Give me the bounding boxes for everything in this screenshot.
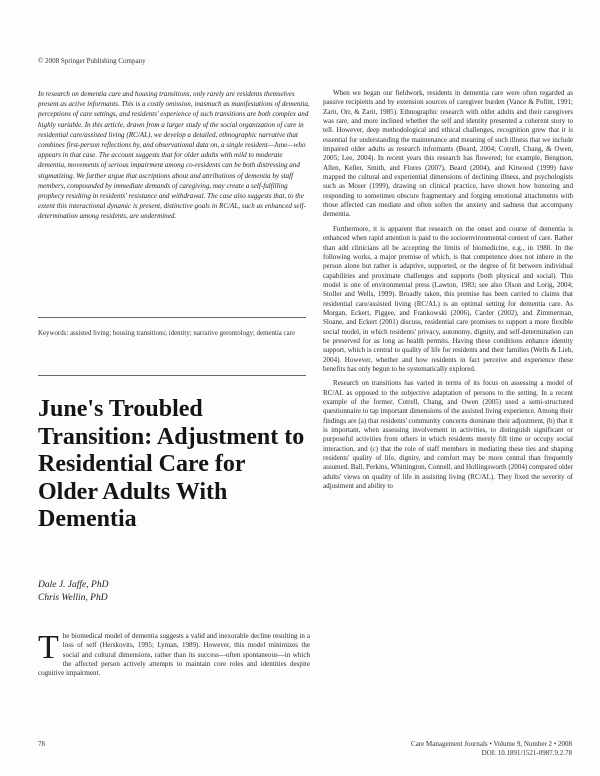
body-right-column [323, 89, 573, 496]
copyright-notice: © 2008 Springer Publishing Company [38, 57, 146, 65]
article-title: June's Troubled Transition: Adjustment to Residential Care for Older Adults With Dementia [38, 396, 305, 532]
journal-footer [411, 740, 572, 758]
body-paragraph: When we began our fieldwork, residents in dementia care were often regarded as passive recipients and by extension sources of caregiver burden (Vance & Pollitt, 1991; Zarit, Orr, & Zarit, 1985). Ethnographic research with older adults and their caregivers was rare, and more inclined whether the self and identity presented a coherent story to tell. However, deep methodological and ethical challenges, recognition grew that it is essential for understanding the maintenance and meaning of such illness that we include impaired older adults as research informants (Beard, 2004; Cotrell, Chang, & Owen, 2005; Lee, 2004). In recent years this research has flowered; for example, Bengtson, Allen, Keller, Smith, and Flores (2007), Beard (2004), and Kitwood (1999) have mapped the cultural and experiential dimensions of declining illness, and psychologists such as Moser (1999), drawing on clinical practice, have shown how honoring and responding to sometimes obscure fragmentary and forging emotional attachments with those affected can mediate and often soften the anxiety and sadness that accompany dementia. [323, 89, 573, 219]
abstract-column [38, 89, 310, 222]
keywords-divider-top [38, 317, 306, 318]
author-name: Chris Wellin, PhD [38, 592, 108, 603]
page-number: 78 [38, 740, 45, 748]
keywords-block [38, 329, 310, 339]
keywords-divider-bottom [38, 375, 306, 376]
body-left-column [38, 629, 310, 684]
journal-citation: Care Management Journals • Volume 9, Number 2 • 2008 [411, 740, 572, 748]
opening-paragraph-text: he biomedical model of dementia suggests a valid and inexorable decline resulting in a loss of self (Herskovits, 1995; Lyman, 1989). However, this model minimizes the social and cultural dimensions, rather than its success—often spontaneous—in which the affected person actively attempts to maintain core roles and identities despite cognitive impairment. [38, 632, 310, 678]
keywords-text: Keywords: assisted living; housing transitions; identity; narrative gerontology; dementia care [38, 330, 296, 337]
body-paragraph: Research on transitions has varied in terms of its focus on assessing a model of RC/AL as opposed to the subjective adaptation of persons to the setting. In a recent example of the former, Cotrell, Chang, and Owen (2005) used a semi-structured questionnaire to tap important dimensions of the assisted living experience. Among their findings are (a) that residents' community concerns dominate their adjustment, (b) that it is important, when assessing involvement in activities, to distinguish significant or purposeful activities from others in which residents merely fill time or occupy social interaction, and (c) that the role of staff members in mediating these ties and shaping residents' quality of life, dignity, and comfort may be more central than frequently assumed. Ball, Perkins, Whittington, Connell, and Hollingsworth (2004) compared older adults' views on quality of life in assisting living (RC/AL). They fixed the severity of adjustment and ability to [323, 379, 573, 491]
body-paragraph: Furthermore, it is apparent that research on the onset and course of dementia is enhanced when rapid attention is paid to the socioenvironmental context of care. Rather than add clinicians all be accepting the limits of biomedicine, e.g., in 1980. In the following works, a major premise of which, is that competence does not inhere in the person alone but rather is adaptive, supported, or the degree of fit between individual capabilities and proximate challenges and supports (both physical and social). This model is one of environmental press (Lawton, 1983; see also Olson and Lorig, 2004; Stoller and Wells, 1999). Broadly taken, this premise has been carried to claims that residential care/assisted living (RC/AL) is an optimal setting for dementia care. As Morgan, Eckert, Piggee, and Frankowski (2006), Carder (2002), and Zimmerman, Sloane, and Eckert (2001) discuss, residential care promises to support a more flexible social model, in which residents' privacy, autonomy, dignity, and self-determination can be preserved for as long as health permits. Having these conditions enhance identity support, which is central to quality of life for residents and their families (Wells & Lieb, 2004). However, whether and how residents in fact perceive and experience these benefits has only begun to be systematically explored. [323, 224, 573, 373]
abstract-text: In research on dementia care and housing transitions, only rarely are residents themselves present as active informants. This is a costly omission, inasmuch as manifestations of dementia, perceptions of care settings, and residents' experience of such transitions are both complex and highly variable. In this article, drawn from a larger study of the social organization of care in residential care/assisted living (RC/AL), we develop a detailed, ethnographic narrative that combines first-person reflections by, and observational data on, a single resident—June—who appears in that case. The account suggests that for older adults with mild to moderate dementia, movements of serious impairment among co-residents can be both distressing and stigmatizing. We further argue that ascriptions about and attributions of dementia by staff members, compounded by immediate demands of caregiving, may create a self-fulfilling prophecy resulting in residents' resistance and withdrawal. The case also suggests that, to the extent this interactional dynamic is present, distinctive goals in RC/AL, such as enhanced self-determination among residents, are undermined. [38, 90, 310, 221]
doi-text: DOI: 10.1891/1521-0987.9.2.78 [481, 749, 572, 757]
author-list [38, 579, 108, 604]
author-name: Dale J. Jaffe, PhD [38, 580, 109, 590]
drop-cap: T [38, 629, 59, 666]
opening-paragraph [38, 629, 310, 679]
